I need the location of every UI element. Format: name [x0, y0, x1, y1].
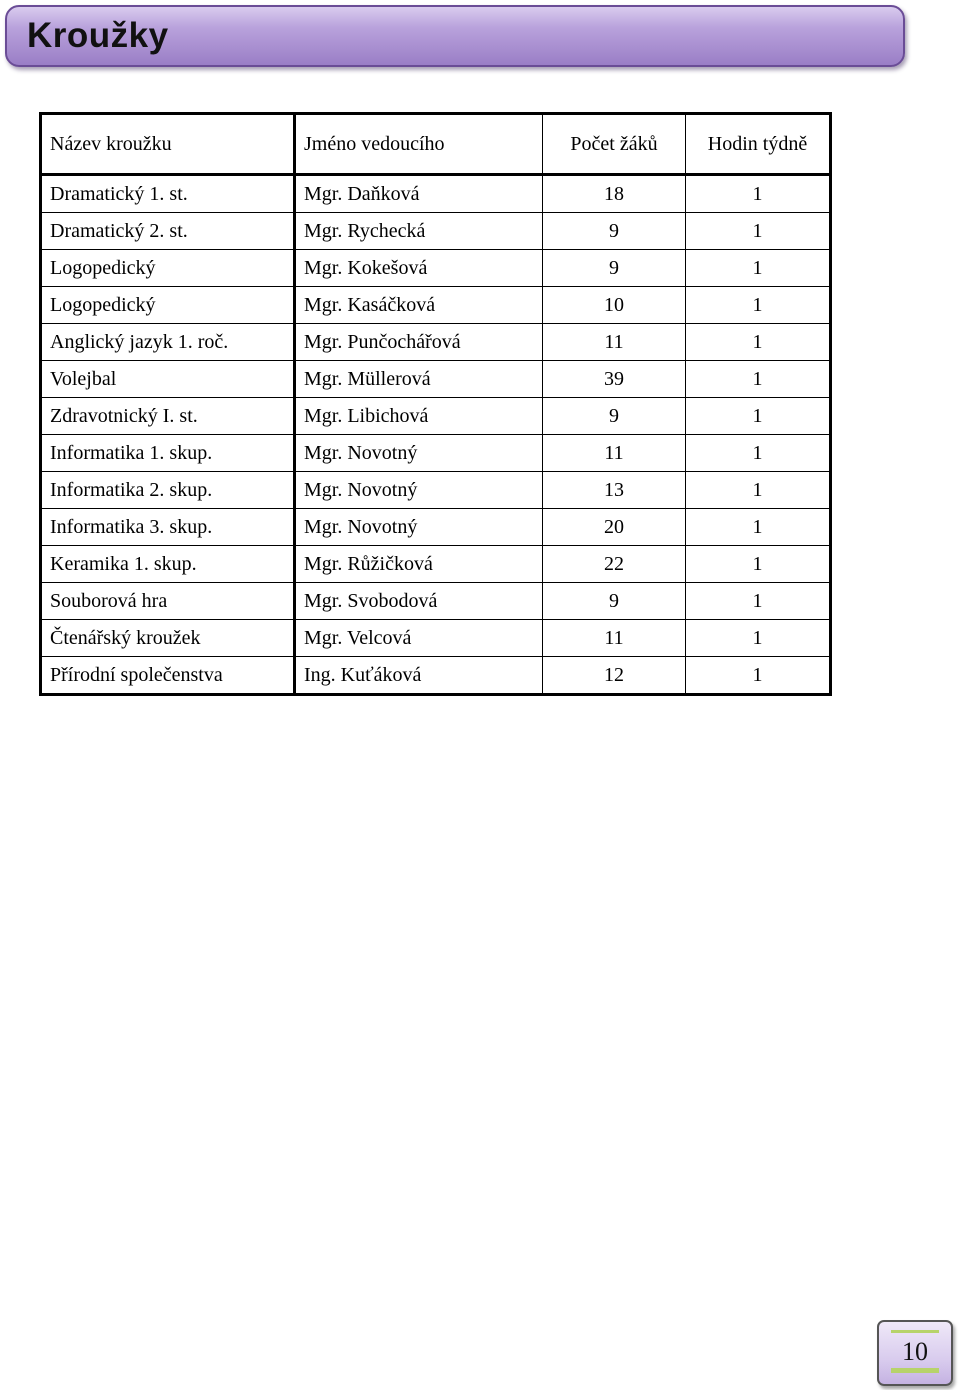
cell-student-count: 39: [543, 361, 686, 398]
cell-student-count: 11: [543, 324, 686, 361]
cell-student-count: 9: [543, 250, 686, 287]
cell-weekly-hours: 1: [686, 213, 831, 250]
cell-club-name: Logopedický: [41, 287, 295, 324]
cell-student-count: 9: [543, 213, 686, 250]
cell-weekly-hours: 1: [686, 620, 831, 657]
cell-student-count: 20: [543, 509, 686, 546]
cell-weekly-hours: 1: [686, 435, 831, 472]
cell-club-name: Keramika 1. skup.: [41, 546, 295, 583]
cell-club-name: Dramatický 2. st.: [41, 213, 295, 250]
table-row: [41, 657, 831, 695]
page-number-box: [877, 1320, 953, 1386]
cell-leader-name: Mgr. Libichová: [295, 398, 543, 435]
cell-student-count: 13: [543, 472, 686, 509]
cell-weekly-hours: 1: [686, 175, 831, 213]
cell-student-count: 9: [543, 398, 686, 435]
cell-student-count: 12: [543, 657, 686, 695]
cell-leader-name: Mgr. Novotný: [295, 435, 543, 472]
table-row: [41, 546, 831, 583]
table-row: [41, 324, 831, 361]
cell-weekly-hours: 1: [686, 324, 831, 361]
cell-club-name: Informatika 2. skup.: [41, 472, 295, 509]
cell-weekly-hours: 1: [686, 546, 831, 583]
cell-leader-name: Mgr. Velcová: [295, 620, 543, 657]
column-header-weekly-hours: Hodin týdně: [686, 114, 831, 175]
cell-club-name: Dramatický 1. st.: [41, 175, 295, 213]
table-row: [41, 398, 831, 435]
cell-club-name: Čtenářský kroužek: [41, 620, 295, 657]
clubs-table: [39, 112, 832, 696]
cell-weekly-hours: 1: [686, 250, 831, 287]
table-row: [41, 213, 831, 250]
column-header-student-count: Počet žáků: [543, 114, 686, 175]
cell-leader-name: Ing. Kuťáková: [295, 657, 543, 695]
cell-leader-name: Mgr. Kokešová: [295, 250, 543, 287]
cell-leader-name: Mgr. Daňková: [295, 175, 543, 213]
cell-student-count: 10: [543, 287, 686, 324]
cell-leader-name: Mgr. Svobodová: [295, 583, 543, 620]
cell-student-count: 11: [543, 435, 686, 472]
cell-weekly-hours: 1: [686, 583, 831, 620]
cell-leader-name: Mgr. Punčochářová: [295, 324, 543, 361]
cell-leader-name: Mgr. Novotný: [295, 509, 543, 546]
table-row: [41, 509, 831, 546]
cell-weekly-hours: 1: [686, 287, 831, 324]
table-header-row: [41, 114, 831, 175]
cell-student-count: 11: [543, 620, 686, 657]
cell-student-count: 9: [543, 583, 686, 620]
cell-student-count: 18: [543, 175, 686, 213]
cell-leader-name: Mgr. Rychecká: [295, 213, 543, 250]
table-row: [41, 472, 831, 509]
cell-club-name: Logopedický: [41, 250, 295, 287]
title-banner: [5, 5, 905, 67]
cell-club-name: Informatika 1. skup.: [41, 435, 295, 472]
page-number-bottom-accent: [891, 1368, 939, 1373]
cell-leader-name: Mgr. Kasáčková: [295, 287, 543, 324]
cell-club-name: Přírodní společenstva: [41, 657, 295, 695]
page-number-top-accent: [891, 1330, 939, 1333]
table-row: [41, 435, 831, 472]
cell-weekly-hours: 1: [686, 398, 831, 435]
table-row: [41, 175, 831, 213]
cell-club-name: Volejbal: [41, 361, 295, 398]
page-title: Kroužky: [27, 16, 169, 55]
column-header-club-name: Název kroužku: [41, 114, 295, 175]
cell-weekly-hours: 1: [686, 509, 831, 546]
table-row: [41, 287, 831, 324]
cell-leader-name: Mgr. Růžičková: [295, 546, 543, 583]
table-row: [41, 620, 831, 657]
cell-weekly-hours: 1: [686, 361, 831, 398]
cell-weekly-hours: 1: [686, 657, 831, 695]
cell-club-name: Souborová hra: [41, 583, 295, 620]
cell-club-name: Anglický jazyk 1. roč.: [41, 324, 295, 361]
table-row: [41, 361, 831, 398]
page-number: 10: [902, 1337, 928, 1366]
table-row: [41, 250, 831, 287]
cell-weekly-hours: 1: [686, 472, 831, 509]
cell-leader-name: Mgr. Müllerová: [295, 361, 543, 398]
cell-club-name: Zdravotnický I. st.: [41, 398, 295, 435]
cell-club-name: Informatika 3. skup.: [41, 509, 295, 546]
table-row: [41, 583, 831, 620]
cell-student-count: 22: [543, 546, 686, 583]
cell-leader-name: Mgr. Novotný: [295, 472, 543, 509]
table-body: [41, 175, 831, 695]
column-header-leader-name: Jméno vedoucího: [295, 114, 543, 175]
